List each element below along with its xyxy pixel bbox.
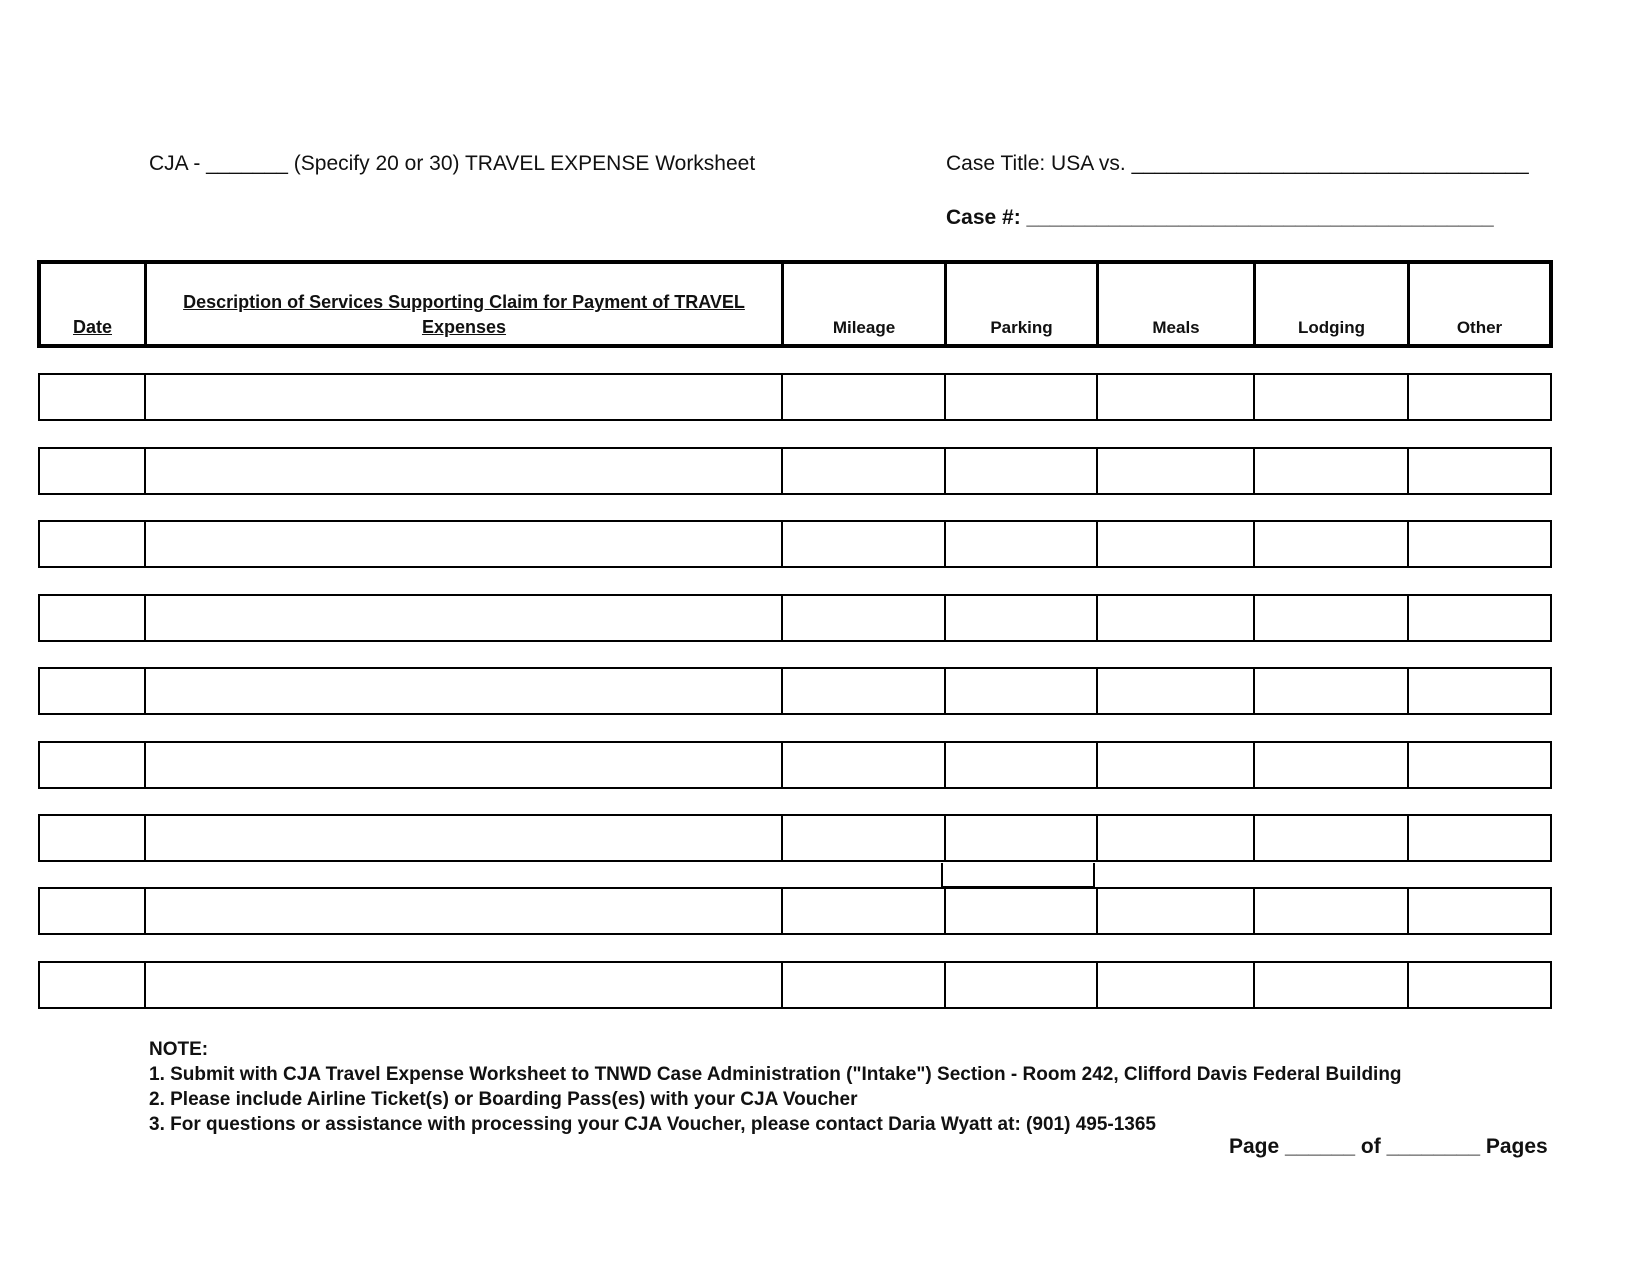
date-cell[interactable] [40,596,146,640]
column-header-other: Other [1456,318,1503,337]
date-cell[interactable] [40,889,146,933]
stub-divider [1093,863,1095,888]
column-header-parking: Parking [947,264,1099,344]
other-cell[interactable] [1409,963,1550,1007]
table-row [38,961,1552,1009]
table-row [38,373,1552,421]
lodging-cell[interactable] [1255,449,1409,493]
other-cell[interactable] [1409,596,1550,640]
description-cell[interactable] [146,596,783,640]
stub-divider [941,863,943,888]
parking-cell[interactable] [946,449,1098,493]
table-row [38,594,1552,642]
notes-heading: NOTE: [149,1039,209,1060]
parking-cell[interactable] [946,522,1098,566]
date-cell[interactable] [40,375,146,419]
table-row [38,887,1552,935]
table-header-row [37,260,1553,348]
table-row [38,814,1552,862]
table-row [38,447,1552,495]
date-cell[interactable] [40,963,146,1007]
description-cell[interactable] [146,375,783,419]
column-header-meals: Meals [1099,264,1256,344]
mileage-cell[interactable] [783,669,946,713]
column-header-date: Date [41,264,147,344]
lodging-cell[interactable] [1255,889,1409,933]
other-cell[interactable] [1409,449,1550,493]
date-cell[interactable] [40,522,146,566]
other-cell[interactable] [1409,743,1550,787]
mileage-cell[interactable] [783,522,946,566]
description-cell[interactable] [146,449,783,493]
mileage-cell[interactable] [783,816,946,860]
parking-cell[interactable] [946,596,1098,640]
other-cell[interactable] [1409,816,1550,860]
meals-cell[interactable] [1098,743,1255,787]
meals-cell[interactable] [1098,816,1255,860]
lodging-cell[interactable] [1255,669,1409,713]
description-cell[interactable] [146,963,783,1007]
mileage-cell[interactable] [783,889,946,933]
column-header-mileage: Mileage [784,264,947,344]
meals-cell[interactable] [1098,669,1255,713]
date-cell[interactable] [40,816,146,860]
meals-cell[interactable] [1098,375,1255,419]
worksheet-title: CJA - _______ (Specify 20 or 30) TRAVEL EXPENSE Worksheet [149,152,756,175]
mileage-cell[interactable] [783,743,946,787]
meals-cell[interactable] [1098,889,1255,933]
description-cell[interactable] [146,889,783,933]
parking-cell[interactable] [946,375,1098,419]
description-cell[interactable] [146,522,783,566]
page-count-field[interactable]: Page ______ of ________ Pages [1229,1135,1548,1158]
lodging-cell[interactable] [1255,596,1409,640]
meals-cell[interactable] [1098,596,1255,640]
mileage-cell[interactable] [783,449,946,493]
lodging-cell[interactable] [1255,375,1409,419]
note-item-1: 1. Submit with CJA Travel Expense Worksheet to TNWD Case Administration ("Intake") Section - Room 242, Clifford Davis Federal Building [149,1064,1402,1085]
description-cell[interactable] [146,669,783,713]
meals-cell[interactable] [1098,522,1255,566]
note-item-3: 3. For questions or assistance with processing your CJA Voucher, please contact Daria Wyatt at: (901) 495-1365 [149,1114,1156,1135]
lodging-cell[interactable] [1255,522,1409,566]
lodging-cell[interactable] [1255,743,1409,787]
description-cell[interactable] [146,743,783,787]
meals-cell[interactable] [1098,963,1255,1007]
case-title-field[interactable]: Case Title: USA vs. __________________________________ [946,152,1529,175]
mileage-cell[interactable] [783,375,946,419]
parking-cell[interactable] [946,963,1098,1007]
other-cell[interactable] [1409,889,1550,933]
notes-section [149,1037,1402,1137]
table-row [38,667,1552,715]
description-cell[interactable] [146,816,783,860]
other-cell[interactable] [1409,522,1550,566]
meals-cell[interactable] [1098,449,1255,493]
column-header-description: Description of Services Supporting Claim for Payment of TRAVEL Expenses [147,264,784,344]
column-header-lodging: Lodging [1256,264,1410,344]
mileage-cell[interactable] [783,963,946,1007]
date-cell[interactable] [40,669,146,713]
other-cell[interactable] [1409,375,1550,419]
case-number-field[interactable]: Case #: ________________________________________ [946,206,1494,229]
parking-cell[interactable] [946,889,1098,933]
date-cell[interactable] [40,449,146,493]
other-cell[interactable] [1409,669,1550,713]
lodging-cell[interactable] [1255,816,1409,860]
date-cell[interactable] [40,743,146,787]
parking-cell[interactable] [946,669,1098,713]
note-item-2: 2. Please include Airline Ticket(s) or Boarding Pass(es) with your CJA Voucher [149,1089,858,1110]
table-row [38,741,1552,789]
stub-divider [943,886,1095,888]
parking-cell[interactable] [946,743,1098,787]
parking-cell[interactable] [946,816,1098,860]
mileage-cell[interactable] [783,596,946,640]
lodging-cell[interactable] [1255,963,1409,1007]
table-row [38,520,1552,568]
